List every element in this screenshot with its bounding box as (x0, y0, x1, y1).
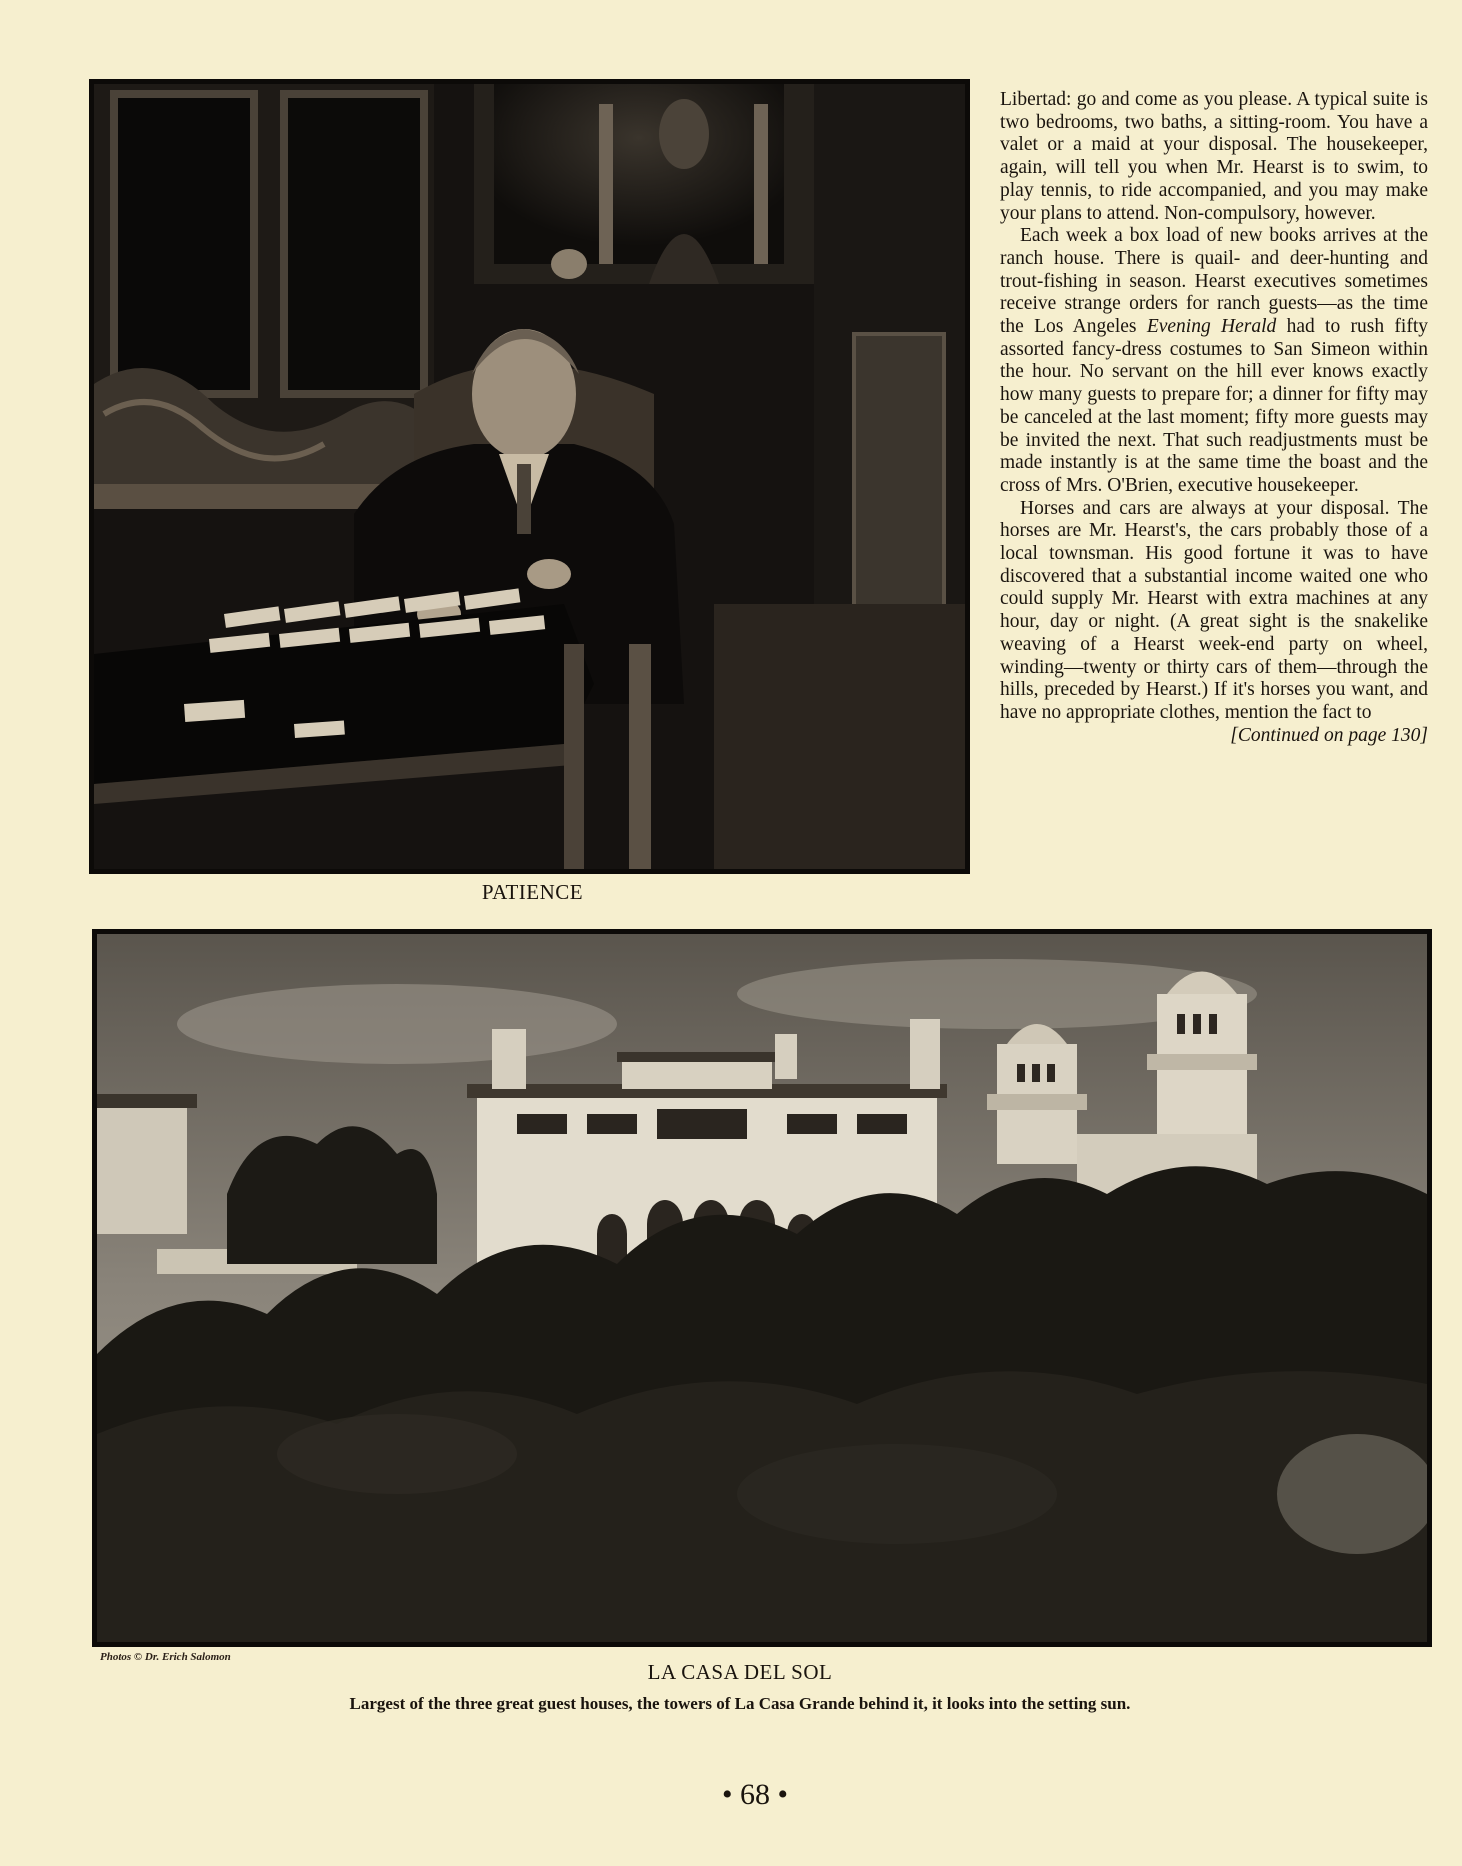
photo-credit: Photos © Dr. Erich Salomon (100, 1651, 231, 1663)
patience-photo-image (94, 84, 965, 869)
casa-del-sol-image (97, 934, 1427, 1642)
article-paragraph-2 (1000, 225, 1428, 497)
patience-photo (89, 79, 970, 874)
casa-del-sol-photo (92, 929, 1432, 1647)
continued-note: [Continued on page 130] (1230, 724, 1428, 746)
casa-caption-description: Largest of the three great guest houses, the towers of La Casa Grande behind it, it looks into the setting sun. (349, 1694, 1131, 1713)
article-paragraph-2-a: Each week a box load of new books arrives at the ranch house. There is quail- and deer-hunting and trout-fishing in season. Hearst executives sometimes receive strange orders for ranch guests—as the time the Los Angeles (1000, 225, 1428, 338)
article-paragraph-3: Horses and cars are always at your disposal. The horses are Mr. Hearst's, the cars probably those of a local townsman. His good fortune it was to have discovered that a substantial income waited one who could supply Mr. Hearst with extra machines at any hour, day or night. (A great sight is the snakelike weaving of a Hearst week-end party on wheel, winding—twenty or thirty cars of them—through the hills, preceded by Hearst.) If it's horses you want, and have no appropriate clothes, mention the fact to (1000, 497, 1428, 723)
article-text (1000, 89, 1428, 747)
page-number: • 68 • (721, 1778, 788, 1811)
casa-caption-title: LA CASA DEL SOL (647, 1660, 833, 1684)
newspaper-title: Evening Herald (1146, 316, 1277, 338)
article-paragraph-1: Libertad: go and come as you please. A typical suite is two bedrooms, two baths, a sitting-room. You have a valet or a maid at your disposal. The housekeeper, again, will tell you when Mr. Hearst is to swim, to play tennis, to ride accompanied, and you may make your plans to attend. Non-compulsory, however. (1000, 89, 1428, 224)
patience-caption: PATIENCE (481, 880, 584, 904)
article-paragraph-2-b: had to rush fifty assorted fancy-dress costumes to San Simeon within the hour. No servant on the hill ever knows exactly how many guests to prepare for; a dinner for fifty may be canceled at the last moment; fifty more guests may be invited the next. That such readjustments must be made instantly is at the same time the boast and the cross of Mrs. O'Brien, executive housekeeper. (1000, 316, 1428, 496)
